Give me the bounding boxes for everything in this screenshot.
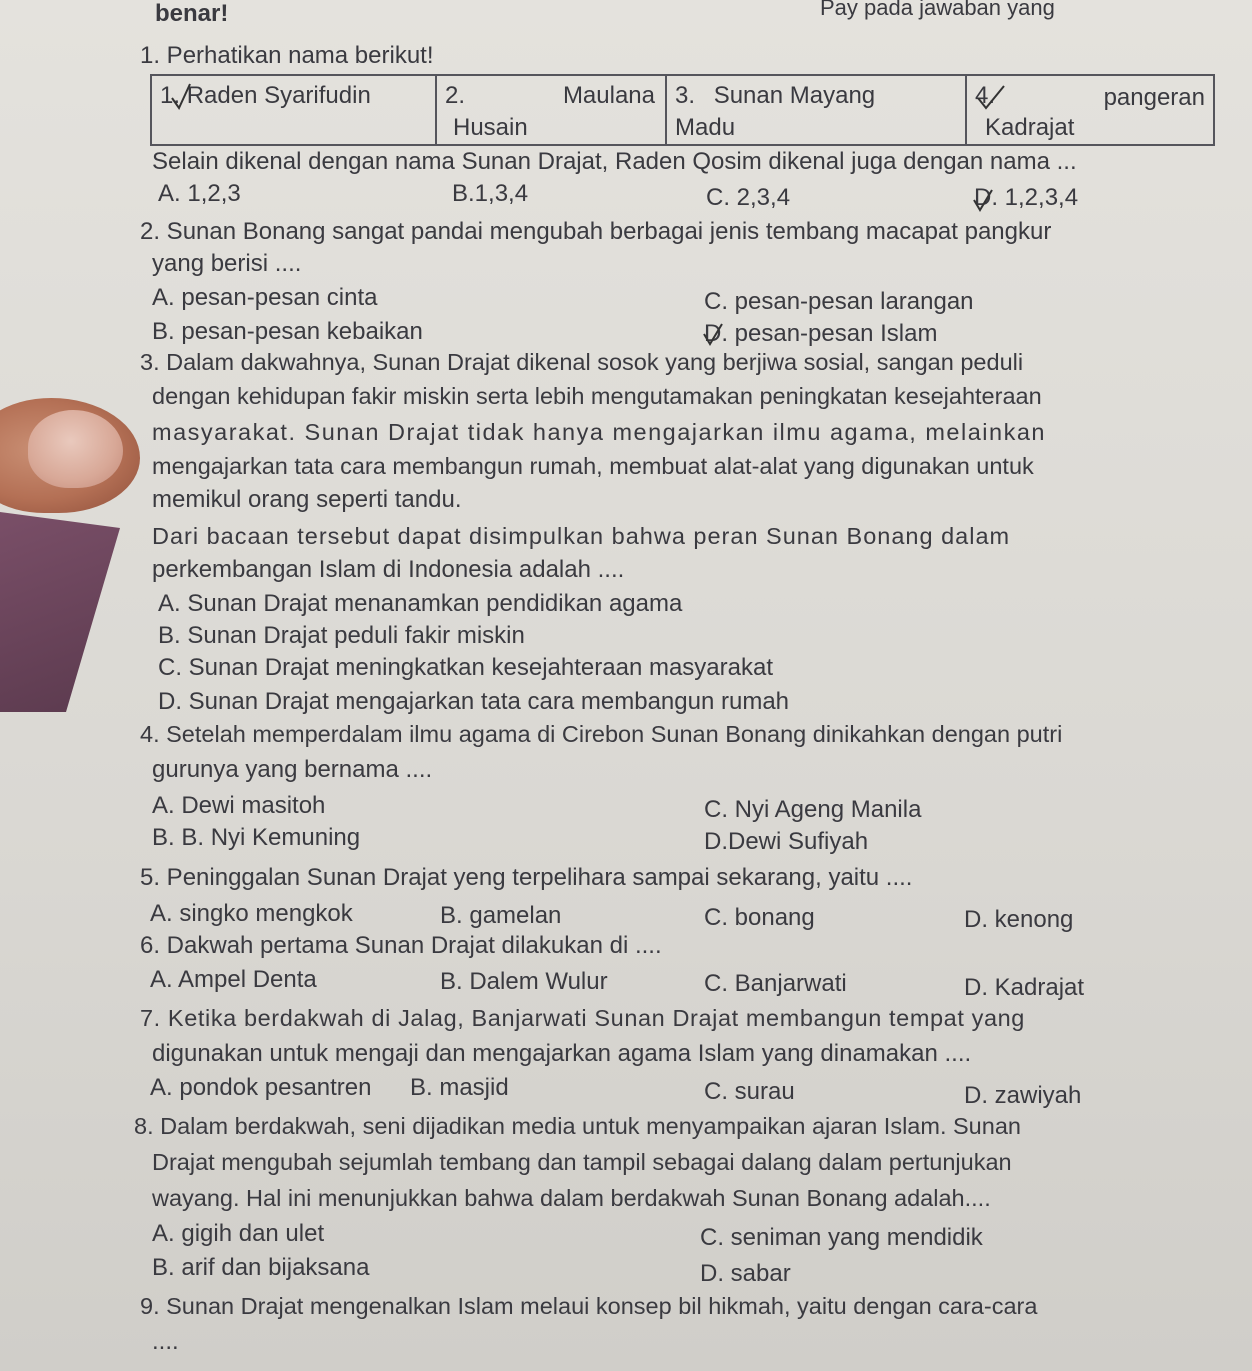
names-table: [150, 74, 1215, 146]
fingernail: [28, 410, 123, 488]
q1-option-d: D. 1,2,3,4: [974, 184, 1079, 211]
q8-line-2: Drajat mengubah sejumlah tembang dan tampil sebagai dalang dalam pertunjukan: [152, 1149, 1012, 1175]
name-cell-3-num: 3.: [675, 82, 696, 109]
q7-option-b: B. masjid: [410, 1074, 509, 1101]
checkmark-icon: [972, 188, 994, 214]
q8-line-1: 8. Dalam berdakwah, seni dijadikan media untuk menyampaikan ajaran Islam. Sunan: [134, 1113, 1021, 1139]
q6-option-b: B. Dalem Wulur: [440, 968, 608, 995]
q3-line-3: masyarakat. Sunan Drajat tidak hanya mengajarkan ilmu agama, melainkan: [152, 419, 1046, 445]
q3-line-5: memikul orang seperti tandu.: [152, 486, 462, 513]
q6-option-a: A. Ampel Denta: [150, 966, 317, 993]
name-cell-3-line2: Madu: [675, 114, 736, 141]
q4-option-c: C. Nyi Ageng Manila: [704, 796, 922, 823]
q9-line2: ....: [152, 1328, 179, 1355]
q4-option-b: B. B. Nyi Kemuning: [152, 824, 361, 851]
name-cell-1: [152, 76, 437, 144]
q4-line2: gurunya yang bernama ....: [152, 756, 433, 783]
checkmark-icon: [976, 84, 1006, 110]
q7-option-a: A. pondok pesantren: [150, 1074, 372, 1101]
header-right-text: Pay pada jawaban yang: [820, 0, 1055, 20]
q3-line-2: dengan kehidupan fakir miskin serta lebih mengutamakan peningkatan kesejahteraan: [152, 383, 1042, 409]
name-cell-2: [437, 76, 667, 144]
q7-option-c: C. surau: [704, 1078, 795, 1105]
q1-question: Selain dikenal dengan nama Sunan Drajat, Raden Qosim dikenal juga dengan nama ...: [152, 148, 1077, 175]
checkmark-icon: [170, 82, 192, 110]
q2-line2: yang berisi ....: [152, 250, 302, 277]
name-cell-2-num: 2.: [445, 82, 466, 109]
q2-option-b: B. pesan-pesan kebaikan: [152, 318, 423, 345]
q3-option-d: D. Sunan Drajat mengajarkan tata cara membangun rumah: [158, 688, 790, 715]
q4-option-a: A. Dewi masitoh: [152, 792, 326, 819]
name-cell-4-num: 4.: [975, 82, 996, 109]
name-cell-3-line1: Sunan Mayang: [713, 82, 876, 109]
checkmark-icon: [702, 322, 724, 348]
q2-option-a: A. pesan-pesan cinta: [152, 284, 378, 311]
q9-line1: 9. Sunan Drajat mengenalkan Islam melaui konsep bil hikmah, yaitu dengan cara-cara: [140, 1293, 1038, 1319]
q3-option-b: B. Sunan Drajat peduli fakir miskin: [158, 622, 525, 649]
q1-option-b: B.1,3,4: [452, 180, 529, 207]
name-cell-1-line1: Raden Syarifudin: [186, 82, 371, 109]
q7-line2: digunakan untuk mengaji dan mengajarkan agama Islam yang dinamakan ....: [152, 1040, 972, 1067]
q3-line-1: 3. Dalam dakwahnya, Sunan Drajat dikenal sosok yang berjiwa sosial, sangan peduli: [140, 349, 1024, 375]
q3-line-4: mengajarkan tata cara membangun rumah, membuat alat-alat yang digunakan untuk: [152, 453, 1034, 479]
q1-option-c: C. 2,3,4: [706, 184, 791, 211]
q8-option-c: C. seniman yang mendidik: [700, 1224, 983, 1251]
q2-line1: 2. Sunan Bonang sangat pandai mengubah berbagai jenis tembang macapat pangkur: [140, 218, 1052, 245]
name-cell-4-line2: Kadrajat: [985, 114, 1075, 141]
q2-option-c: C. pesan-pesan larangan: [704, 288, 974, 315]
q5-option-b: B. gamelan: [440, 902, 562, 929]
q6-option-d: D. Kadrajat: [964, 974, 1085, 1001]
q3-option-c: C. Sunan Drajat meningkatkan kesejahteraan masyarakat: [158, 654, 773, 681]
q7-line1: 7. Ketika berdakwah di Jalag, Banjarwati Sunan Drajat membangun tempat yang: [140, 1005, 1025, 1031]
q3-line-6: Dari bacaan tersebut dapat disimpulkan bahwa peran Sunan Bonang dalam: [152, 523, 1011, 549]
q5-option-a: A. singko mengkok: [150, 900, 353, 927]
q8-option-b: B. arif dan bijaksana: [152, 1254, 370, 1281]
q7-option-d: D. zawiyah: [964, 1082, 1082, 1109]
q6-option-c: C. Banjarwati: [704, 970, 847, 997]
q8-option-a: A. gigih dan ulet: [152, 1220, 325, 1247]
q2-option-d: D. pesan-pesan Islam: [704, 320, 938, 347]
q5-option-d: D. kenong: [964, 906, 1074, 933]
name-cell-3: [667, 76, 967, 144]
q8-line-3: wayang. Hal ini menunjukkan bahwa dalam berdakwah Sunan Bonang adalah....: [152, 1185, 991, 1211]
name-cell-1-num: 1.: [160, 82, 181, 109]
q3-line-7: perkembangan Islam di Indonesia adalah ....: [152, 556, 625, 583]
q1-option-a: A. 1,2,3: [158, 180, 241, 207]
q5-line1: 5. Peninggalan Sunan Drajat yeng terpelihara sampai sekarang, yaitu ....: [140, 864, 913, 891]
q3-option-a: A. Sunan Drajat menanamkan pendidikan agama: [158, 590, 683, 617]
q5-option-c: C. bonang: [704, 904, 815, 931]
header-text: benar!: [155, 0, 229, 27]
q4-option-d: D.Dewi Sufiyah: [704, 828, 869, 855]
name-cell-2-line2: Husain: [453, 114, 528, 141]
name-cell-4-line1: pangeran: [1103, 84, 1205, 111]
q1-stem: 1. Perhatikan nama berikut!: [140, 42, 434, 69]
name-cell-2-line1: Maulana: [562, 82, 655, 109]
q8-option-d: D. sabar: [700, 1260, 791, 1287]
q6-line1: 6. Dakwah pertama Sunan Drajat dilakukan di ....: [140, 932, 662, 959]
q4-line1: 4. Setelah memperdalam ilmu agama di Cirebon Sunan Bonang dinikahkan dengan putri: [140, 721, 1063, 747]
